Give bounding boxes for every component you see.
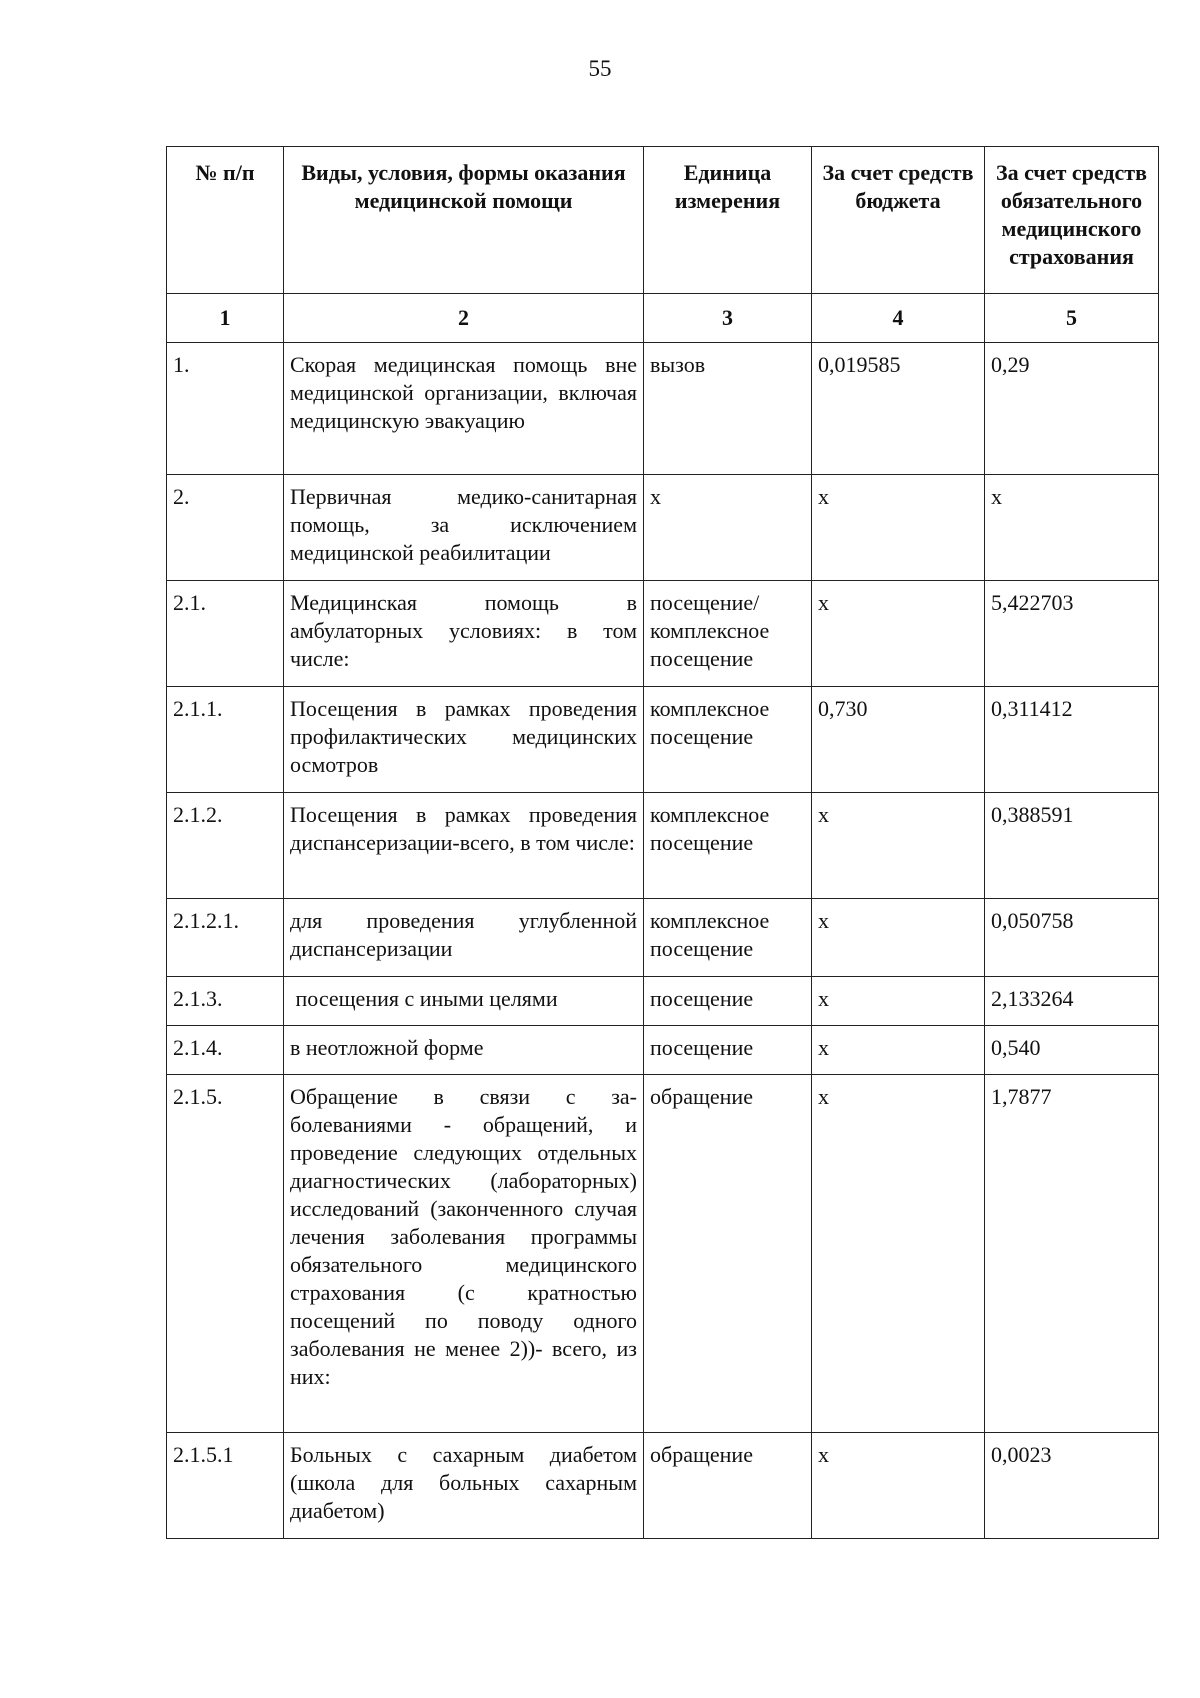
row-unit: посещение (644, 1026, 812, 1075)
row-number: 1. (167, 343, 284, 475)
table-row (167, 977, 1159, 1026)
row-number: 2.1.3. (167, 977, 284, 1026)
table-row (167, 687, 1159, 793)
column-number: 5 (985, 294, 1159, 343)
row-budget-value: х (812, 1075, 985, 1433)
table-row (167, 1026, 1159, 1075)
table-row (167, 1075, 1159, 1433)
row-oms-value: 0,311412 (985, 687, 1159, 793)
row-number: 2.1.4. (167, 1026, 284, 1075)
row-description: в неотложной форме (284, 1026, 644, 1075)
row-unit: посещение/ комплексное посещение (644, 581, 812, 687)
row-unit: комплексное посещение (644, 687, 812, 793)
header-number: № п/п (167, 147, 284, 294)
row-number: 2.1.5.1 (167, 1433, 284, 1539)
row-oms-value: 0,050758 (985, 899, 1159, 977)
row-description: Обращение в связи с за-болеваниями - обращений, и проведение следующих отдельных диагностических (лабораторных) исследований (законченного случая лечения заболевания программы обязательного медицинского страхования (с кратностью посещений по поводу одного заболевания не менее 2))- всего, из них: (284, 1075, 644, 1433)
row-budget-value: 0,019585 (812, 343, 985, 475)
row-unit: комплексное посещение (644, 899, 812, 977)
row-unit: вызов (644, 343, 812, 475)
column-number: 1 (167, 294, 284, 343)
row-oms-value: 0,29 (985, 343, 1159, 475)
column-number-row (167, 294, 1159, 343)
row-oms-value: 5,422703 (985, 581, 1159, 687)
page-number: 55 (588, 56, 612, 81)
row-budget-value: 0,730 (812, 687, 985, 793)
column-number: 2 (284, 294, 644, 343)
row-number: 2.1.1. (167, 687, 284, 793)
row-budget-value: х (812, 475, 985, 581)
row-budget-value: х (812, 581, 985, 687)
table-row (167, 1433, 1159, 1539)
row-unit: посещение (644, 977, 812, 1026)
row-description: Медицинская помощь в амбулаторных условиях: в том числе: (284, 581, 644, 687)
row-number: 2. (167, 475, 284, 581)
row-description: Больных с сахарным диабетом (школа для больных сахарным диабетом) (284, 1433, 644, 1539)
table-row (167, 343, 1159, 475)
header-row (167, 147, 1159, 294)
row-description: посещения с иными целями (284, 977, 644, 1026)
table-row (167, 899, 1159, 977)
row-unit: обращение (644, 1433, 812, 1539)
row-budget-value: х (812, 1433, 985, 1539)
header-unit: Единица измерения (644, 147, 812, 294)
row-unit: обращение (644, 1075, 812, 1433)
row-oms-value: 1,7877 (985, 1075, 1159, 1433)
row-description: Первичная медико-санитарная помощь, за исключением медицинской реабилитации (284, 475, 644, 581)
row-number: 2.1.2.1. (167, 899, 284, 977)
row-oms-value: 0,0023 (985, 1433, 1159, 1539)
row-oms-value: 0,540 (985, 1026, 1159, 1075)
row-description: Посещения в рамках проведения профилактических медицинских осмотров (284, 687, 644, 793)
row-oms-value: 2,133264 (985, 977, 1159, 1026)
row-unit: комплексное посещение (644, 793, 812, 899)
medical-care-table (166, 146, 1159, 1539)
column-number: 3 (644, 294, 812, 343)
table-row (167, 475, 1159, 581)
table-row (167, 793, 1159, 899)
row-description: Посещения в рамках проведения диспансеризации-всего, в том числе: (284, 793, 644, 899)
table-row (167, 581, 1159, 687)
row-unit: х (644, 475, 812, 581)
row-description: для проведения углубленной диспансеризации (284, 899, 644, 977)
row-number: 2.1. (167, 581, 284, 687)
header-oms: За счет средств обязательного медицинского страхования (985, 147, 1159, 294)
row-oms-value: х (985, 475, 1159, 581)
row-budget-value: х (812, 977, 985, 1026)
row-budget-value: х (812, 1026, 985, 1075)
column-number: 4 (812, 294, 985, 343)
row-number: 2.1.5. (167, 1075, 284, 1433)
header-budget: За счет средств бюджета (812, 147, 985, 294)
row-oms-value: 0,388591 (985, 793, 1159, 899)
row-number: 2.1.2. (167, 793, 284, 899)
row-budget-value: х (812, 899, 985, 977)
header-description: Виды, условия, формы оказания медицинской помощи (284, 147, 644, 294)
row-description: Скорая медицинская помощь вне медицинской организации, включая медицинскую эвакуацию (284, 343, 644, 475)
row-budget-value: х (812, 793, 985, 899)
